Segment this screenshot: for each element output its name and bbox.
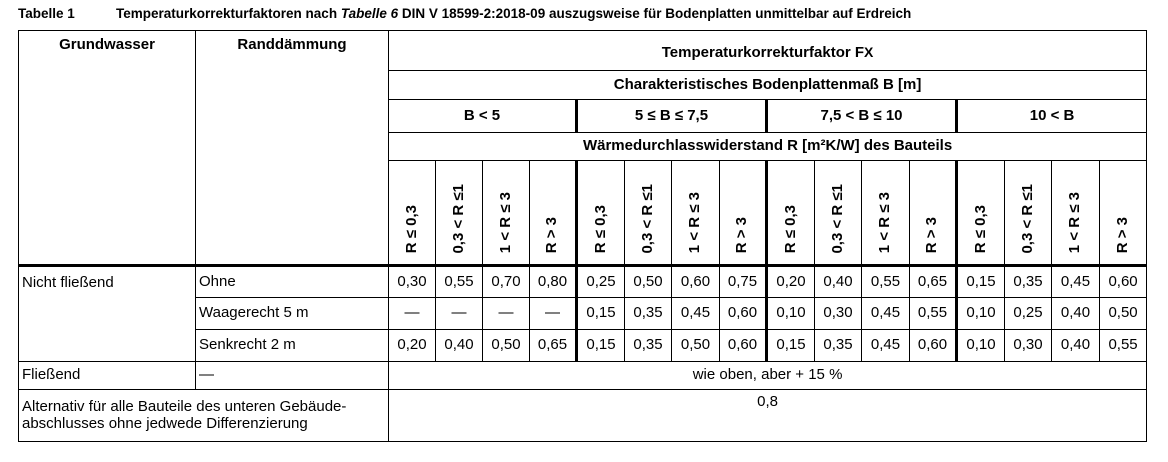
header-r-range-label: 1 < R ≤ 3 xyxy=(686,192,704,254)
value-cell: 0,15 xyxy=(577,330,625,362)
value-cell: 0,10 xyxy=(957,330,1005,362)
header-r-range-label: 0,3 < R ≤1 xyxy=(449,183,467,254)
alternativ-label-line1: Alternativ für alle Bauteile des unteren Gebäude- xyxy=(22,398,347,415)
value-cell: 0,60 xyxy=(672,266,720,298)
header-waermedurchlass: Wärmedurchlasswiderstand R [m²K/W] des Bauteils xyxy=(389,133,1147,161)
value-cell: 0,35 xyxy=(815,330,862,362)
header-r-range xyxy=(483,161,530,266)
header-r-range-label: R ≤ 0,3 xyxy=(781,205,799,254)
value-cell: 0,40 xyxy=(436,330,483,362)
header-r-range xyxy=(530,161,577,266)
value-cell: 0,45 xyxy=(1052,266,1100,298)
value-cell: 0,15 xyxy=(767,330,815,362)
value-cell: 0,55 xyxy=(862,266,910,298)
value-cell: 0,10 xyxy=(767,298,815,330)
randdaemmung-senkrecht: Senkrecht 2 m xyxy=(196,330,389,362)
header-r-range-label: 0,3 < R ≤1 xyxy=(1018,183,1036,254)
value-cell: 0,30 xyxy=(815,298,862,330)
header-b-range: B < 5 xyxy=(389,100,577,133)
header-r-range-label: 1 < R ≤ 3 xyxy=(496,192,514,254)
value-cell: 0,25 xyxy=(577,266,625,298)
header-bodenplattenmass: Charakteristisches Bodenplattenmaß B [m] xyxy=(389,71,1147,100)
value-cell: — xyxy=(436,298,483,330)
header-r-range-label: R > 3 xyxy=(543,217,561,254)
caption-text-after: DIN V 18599-2:2018-09 auszugsweise für Bodenplatten unmittelbar auf Erdreich xyxy=(398,6,912,21)
value-cell: 0,50 xyxy=(483,330,530,362)
header-r-range-label: 1 < R ≤ 3 xyxy=(876,192,894,254)
value-cell: 0,60 xyxy=(720,330,767,362)
header-r-range xyxy=(910,161,957,266)
header-r-range xyxy=(577,161,625,266)
alternativ-label xyxy=(19,390,389,442)
header-r-range-label: 0,3 < R ≤1 xyxy=(828,183,846,254)
header-r-range xyxy=(436,161,483,266)
value-cell: 0,75 xyxy=(720,266,767,298)
value-cell: 0,55 xyxy=(910,298,957,330)
header-r-range xyxy=(1100,161,1147,266)
value-cell: 0,20 xyxy=(767,266,815,298)
value-cell: 0,45 xyxy=(862,298,910,330)
value-cell: 0,40 xyxy=(1052,298,1100,330)
header-faktor-main: Temperaturkorrekturfaktor F xyxy=(661,44,865,62)
header-r-range-label: R ≤ 0,3 xyxy=(971,205,989,254)
value-cell: 0,60 xyxy=(720,298,767,330)
header-r-range xyxy=(1005,161,1052,266)
value-cell: 0,35 xyxy=(1005,266,1052,298)
value-cell: — xyxy=(389,298,436,330)
fliessend-value: wie oben, aber + 15 % xyxy=(389,362,1147,390)
caption-text-italic: Tabelle 6 xyxy=(340,6,399,21)
alternativ-label-line2: abschlusses ohne jedwede Differenzierung xyxy=(22,414,308,432)
value-cell: 0,65 xyxy=(910,266,957,298)
caption-text-before: Temperaturkorrekturfaktoren nach xyxy=(116,6,341,21)
header-r-range-label: R ≤ 0,3 xyxy=(402,205,420,254)
randdaemmung-fliessend: — xyxy=(196,362,389,390)
header-r-range-label: R > 3 xyxy=(923,217,941,254)
grundwasser-nicht-fliessend: Nicht fließend xyxy=(19,266,196,362)
value-cell: 0,50 xyxy=(672,330,720,362)
value-cell: 0,50 xyxy=(625,266,672,298)
value-cell: 0,70 xyxy=(483,266,530,298)
value-cell: 0,60 xyxy=(910,330,957,362)
value-cell: 0,65 xyxy=(530,330,577,362)
table-caption xyxy=(18,6,911,21)
value-cell: 0,80 xyxy=(530,266,577,298)
randdaemmung-waagerecht: Waagerecht 5 m xyxy=(196,298,389,330)
header-r-range-label: 0,3 < R ≤1 xyxy=(638,183,656,254)
header-r-range xyxy=(672,161,720,266)
header-r-range xyxy=(862,161,910,266)
header-r-range xyxy=(389,161,436,266)
value-cell: 0,30 xyxy=(389,266,436,298)
header-r-range-label: 1 < R ≤ 3 xyxy=(1066,192,1084,254)
header-r-range-label: R > 3 xyxy=(733,217,751,254)
header-b-range: 7,5 < B ≤ 10 xyxy=(767,100,957,133)
value-cell: 0,35 xyxy=(625,298,672,330)
value-cell: 0,40 xyxy=(1052,330,1100,362)
header-r-range-label: R ≤ 0,3 xyxy=(591,205,609,254)
header-r-range xyxy=(767,161,815,266)
value-cell: 0,15 xyxy=(577,298,625,330)
value-cell: 0,45 xyxy=(672,298,720,330)
header-b-range: 5 ≤ B ≤ 7,5 xyxy=(577,100,767,133)
value-cell: 0,20 xyxy=(389,330,436,362)
header-temperaturkorrekturfaktor xyxy=(389,31,1147,71)
value-cell: 0,55 xyxy=(1100,330,1147,362)
value-cell: 0,60 xyxy=(1100,266,1147,298)
header-r-range xyxy=(1052,161,1100,266)
value-cell: 0,35 xyxy=(625,330,672,362)
value-cell: 0,25 xyxy=(1005,298,1052,330)
header-faktor-sub: X xyxy=(864,44,874,61)
header-r-range xyxy=(957,161,1005,266)
header-r-range xyxy=(815,161,862,266)
value-cell: 0,55 xyxy=(436,266,483,298)
header-r-range xyxy=(625,161,672,266)
value-cell: 0,15 xyxy=(957,266,1005,298)
header-r-range-label: R > 3 xyxy=(1113,217,1131,254)
caption-label: Tabelle 1 xyxy=(18,6,75,21)
value-cell: 0,30 xyxy=(1005,330,1052,362)
header-randdaemmung: Randdämmung xyxy=(196,31,389,266)
header-grundwasser: Grundwasser xyxy=(19,31,196,266)
value-cell: 0,10 xyxy=(957,298,1005,330)
randdaemmung-ohne: Ohne xyxy=(196,266,389,298)
temperature-correction-table xyxy=(18,30,1147,442)
alternativ-value: 0,8 xyxy=(389,390,1147,442)
value-cell: — xyxy=(530,298,577,330)
value-cell: 0,50 xyxy=(1100,298,1147,330)
value-cell: 0,45 xyxy=(862,330,910,362)
grundwasser-fliessend: Fließend xyxy=(19,362,196,390)
value-cell: 0,40 xyxy=(815,266,862,298)
header-b-range: 10 < B xyxy=(957,100,1147,133)
value-cell: — xyxy=(483,298,530,330)
header-r-range xyxy=(720,161,767,266)
